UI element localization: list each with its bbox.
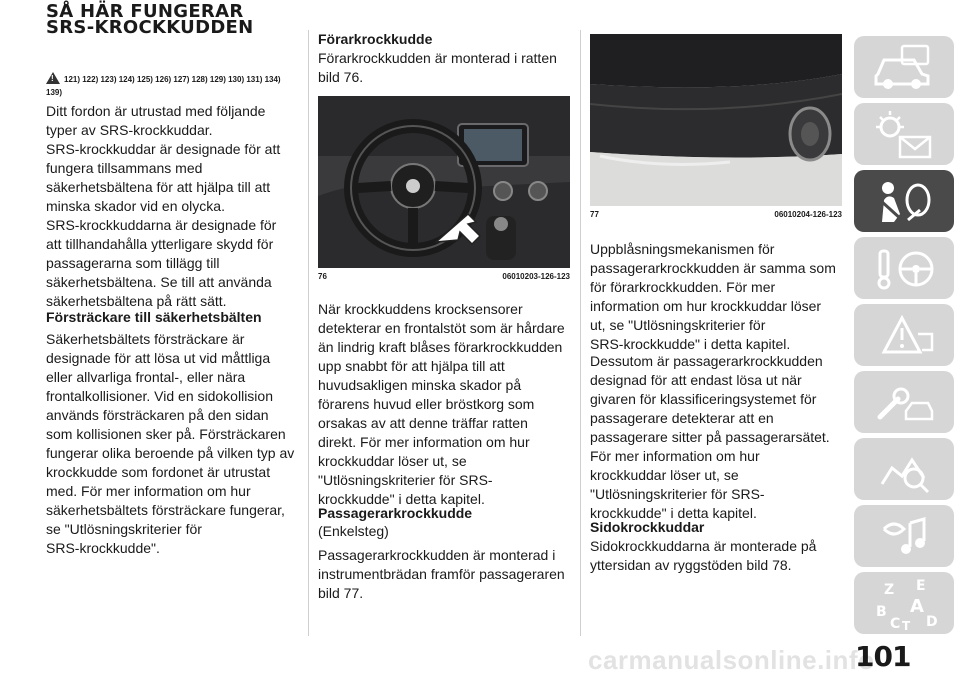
side-line: yttersidan av ryggstöden bild 78. bbox=[590, 557, 792, 573]
figure-76-caption bbox=[318, 272, 570, 281]
column-divider-left bbox=[308, 30, 309, 636]
index-letter: T bbox=[902, 619, 911, 633]
intro-line: Ditt fordon är utrustad med följande bbox=[46, 103, 266, 119]
inflation-line: information om hur krockkuddar löser bbox=[590, 298, 822, 314]
pretensioner-line: säkerhetsbältets försträckare fungerar, bbox=[46, 502, 285, 518]
tab-multimedia[interactable] bbox=[854, 505, 954, 567]
pretensioner-line: med. För mer information om hur bbox=[46, 483, 251, 499]
pretensioner-line: se "Utlösningskriterier för bbox=[46, 521, 202, 537]
warning-triangle-icon: ! bbox=[46, 72, 60, 84]
tab-index[interactable] bbox=[854, 572, 954, 634]
section-title-line-2: SRS-KROCKKUDDEN bbox=[46, 17, 254, 38]
classification-line: passagerare sitter på passagerarsätet. bbox=[590, 429, 830, 445]
passenger-line: instrumentbrädan framför passageraren bbox=[318, 566, 565, 582]
classification-line: designad för att endast lösa ut när bbox=[590, 372, 802, 388]
classification-line: För mer information om hur bbox=[590, 448, 760, 464]
inflation-line: passagerarkrockkudden är samma som bbox=[590, 260, 836, 276]
warning-triangle-icon bbox=[854, 304, 954, 366]
sensor-line: krockkuddar löser ut, se bbox=[318, 453, 467, 469]
tab-dashboard[interactable] bbox=[854, 103, 954, 165]
pretensioner-paragraph bbox=[46, 330, 308, 558]
classification-line: "Utlösningskriterier för SRS- bbox=[590, 486, 765, 502]
passenger-airbag-heading: Passagerarkrockkudde bbox=[318, 505, 473, 521]
classification-line: givaren för klassificeringsystemet för bbox=[590, 391, 817, 407]
intro-line: säkerhetsbältena. Se till att använda bbox=[46, 274, 272, 290]
pretensioner-line: Säkerhetsbältets försträckare är bbox=[46, 331, 245, 347]
warning-lights-mail-icon bbox=[854, 103, 954, 165]
figure-77-number: 77 bbox=[590, 210, 599, 219]
sensor-paragraph bbox=[318, 300, 580, 509]
inflation-paragraph bbox=[590, 240, 852, 354]
side-airbag-paragraph bbox=[590, 537, 852, 575]
specifications-icon bbox=[854, 438, 954, 500]
sensor-line: krockkudde" i detta kapitel. bbox=[318, 491, 485, 507]
figure-76-steering-wheel bbox=[318, 96, 570, 268]
tab-maintenance[interactable] bbox=[854, 371, 954, 433]
sensor-line: än lindrig kraft blåses förarkrockkudden bbox=[318, 339, 563, 355]
passenger-line: Passagerarkrockkudden är monterad i bbox=[318, 547, 556, 563]
inflation-line: ut, se "Utlösningskriterier för bbox=[590, 317, 766, 333]
warning-refs-line-1: 121) 122) 123) 124) 125) 126) 127) 128) 129) 130) 131) 134) bbox=[64, 75, 281, 84]
pretensioner-line: designade för att lösa ut vid måttliga bbox=[46, 350, 271, 366]
classification-line: krockkuddar löser ut, se bbox=[590, 467, 739, 483]
figure-77-caption bbox=[590, 210, 842, 219]
sensor-line: detekterar en frontalstöt som är hårdare bbox=[318, 320, 565, 336]
index-letter: E bbox=[916, 578, 926, 594]
intro-line: säkerhetsbältena på rätt sätt. bbox=[46, 293, 227, 309]
steering-wheel-illustration bbox=[318, 96, 570, 268]
tab-emergency[interactable] bbox=[854, 304, 954, 366]
pretensioner-line: SRS-krockkudde". bbox=[46, 540, 160, 556]
pretensioner-line: krockkudde som fordonet är utrustat bbox=[46, 464, 271, 480]
classification-line: krockkudde" i detta kapitel. bbox=[590, 505, 757, 521]
key-steering-wheel-icon bbox=[854, 237, 954, 299]
watermark: carmanualsonline.info bbox=[588, 645, 875, 675]
warning-references bbox=[46, 72, 300, 99]
pretensioner-heading: Försträckare till säkerhetsbälten bbox=[46, 309, 262, 325]
sensor-line: huvudsakligen minska skador på bbox=[318, 377, 522, 393]
index-letter: C bbox=[890, 616, 901, 632]
sensor-line: direkt. För mer information om hur bbox=[318, 434, 530, 450]
warning-refs-line-2: 139) bbox=[46, 88, 63, 97]
column-divider-right bbox=[580, 30, 581, 636]
passenger-line: bild 77. bbox=[318, 585, 364, 601]
passenger-airbag-subheading: (Enkelsteg) bbox=[318, 523, 389, 539]
side-line: Sidokrockkuddarna är monterade på bbox=[590, 538, 817, 554]
passenger-paragraph bbox=[318, 546, 580, 603]
index-letter: D bbox=[926, 614, 938, 630]
tab-safety[interactable] bbox=[854, 170, 954, 232]
pretensioner-line: eller allvarliga frontal-, eller nära bbox=[46, 369, 246, 385]
intro-line: minska skador vid en olycka. bbox=[46, 198, 225, 214]
wrench-car-icon bbox=[854, 371, 954, 433]
classification-line: passagerare detekterar att en bbox=[590, 410, 774, 426]
intro-line: passagerarna som tillägg till bbox=[46, 255, 220, 271]
intro-line: att tillhandahålla ytterligare skydd för bbox=[46, 236, 274, 252]
multimedia-icon bbox=[854, 505, 954, 567]
tab-specifications[interactable] bbox=[854, 438, 954, 500]
figure-77-dashboard bbox=[590, 34, 842, 206]
driver-line: Förarkrockkudden är monterad i ratten bbox=[318, 50, 557, 66]
figure-76-code: 06010203-126-123 bbox=[502, 272, 570, 281]
car-icon bbox=[854, 36, 954, 98]
inflation-line: för förarkrockkudden. För mer bbox=[590, 279, 776, 295]
intro-line: fungera tillsammans med bbox=[46, 160, 203, 176]
classification-paragraph bbox=[590, 352, 852, 523]
figure-76-number: 76 bbox=[318, 272, 327, 281]
section-title bbox=[46, 1, 300, 38]
intro-line: SRS-krockkuddar är designade för att bbox=[46, 141, 281, 157]
alphabetical-index-icon bbox=[854, 572, 954, 634]
figure-77-code: 06010204-126-123 bbox=[774, 210, 842, 219]
index-letter: A bbox=[910, 596, 924, 617]
pretensioner-line: fungerar olika beroende på vilken typ av bbox=[46, 445, 295, 461]
sensor-line: orsakas av att denne träffar ratten bbox=[318, 415, 528, 431]
pretensioner-line: används försträckaren på den sidan bbox=[46, 407, 269, 423]
tab-vehicle[interactable] bbox=[854, 36, 954, 98]
index-letter: B bbox=[876, 604, 887, 620]
pretensioner-line: som kollisionen sker på. Försträckaren bbox=[46, 426, 286, 442]
section-title-line-1: SÅ HÄR FUNGERAR bbox=[46, 1, 244, 22]
driver-airbag-paragraph bbox=[318, 49, 576, 87]
driver-airbag-heading: Förarkrockkudde bbox=[318, 31, 433, 47]
side-airbag-heading: Sidokrockkuddar bbox=[590, 519, 705, 535]
inflation-line: SRS-krockkudde" i detta kapitel. bbox=[590, 336, 791, 352]
intro-paragraph bbox=[46, 102, 304, 311]
dashboard-illustration bbox=[590, 34, 842, 206]
seatbelt-airbag-icon bbox=[854, 170, 954, 232]
sensor-line: "Utlösningskriterier för SRS- bbox=[318, 472, 493, 488]
tab-starting-driving[interactable] bbox=[854, 237, 954, 299]
index-letter: Z bbox=[884, 582, 895, 598]
pretensioner-line: frontalkollisioner. Vid en sidokollision bbox=[46, 388, 273, 404]
intro-line: SRS-krockkuddarna är designade för bbox=[46, 217, 277, 233]
sensor-line: upp snabbt för att hjälpa till att bbox=[318, 358, 505, 374]
inflation-line: Uppblåsningsmekanismen för bbox=[590, 241, 775, 257]
classification-line: Dessutom är passagerarkrockkudden bbox=[590, 353, 823, 369]
intro-line: säkerhetsbältena för att hjälpa till att bbox=[46, 179, 271, 195]
intro-line: typer av SRS-krockkuddar. bbox=[46, 122, 213, 138]
sensor-line: När krockkuddens krocksensorer bbox=[318, 301, 523, 317]
driver-line: bild 76. bbox=[318, 69, 364, 85]
page-number: 101 bbox=[855, 640, 911, 673]
sensor-line: förarens huvud eller bröstkorg som bbox=[318, 396, 535, 412]
